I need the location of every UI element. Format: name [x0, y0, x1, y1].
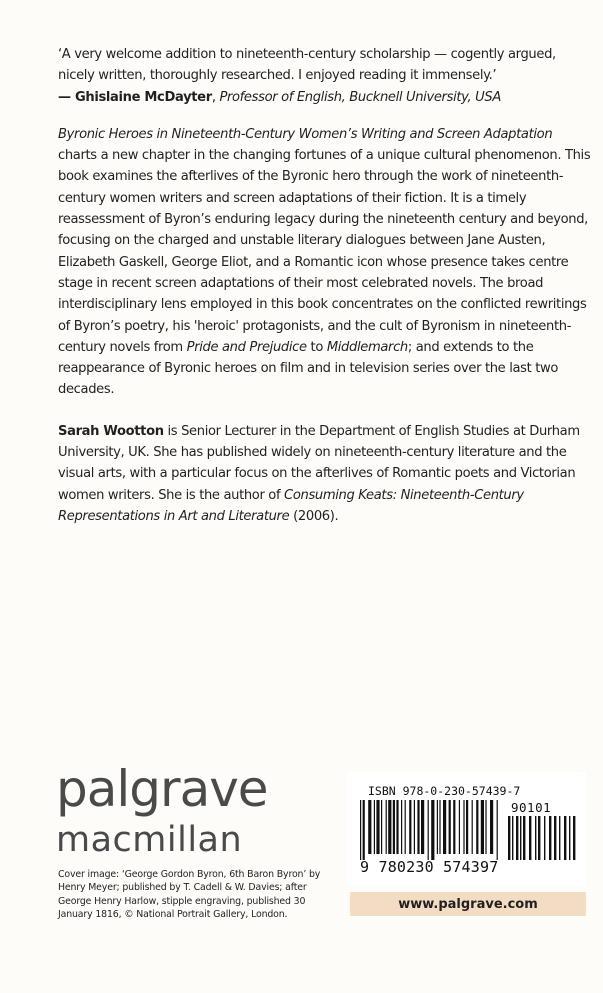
- barcode-bar: [393, 800, 395, 854]
- barcode-bar: [386, 800, 387, 854]
- barcode-bar: [421, 800, 424, 854]
- barcode-bar: [508, 816, 510, 860]
- description-text-2: to: [306, 339, 327, 355]
- description-text-1: charts a new chapter in the changing fortunes of a unique cultural phenomenon. This book examines the afterlives of the Byronic hero through the work of nineteenth-century women writers and screen adaptations of their fiction. It is a timely reassessment of Byron’s enduring legacy during the nineteenth century and beyond, focusing on the charged and unstable literary dialogues between Jane Austen, Elizabeth Gaskell, George Eliot, and a Romantic icon whose presence takes centre stage in recent screen adaptations of their most celebrated novels. The broad interdisciplinary lens employed in this book concentrates on the conflicted rewritings of Byron’s poetry, his 'heroic' protagonists, and the cult of Byronism in nineteenth-century novels from: [58, 148, 591, 355]
- barcode-bar: [443, 800, 446, 854]
- ean-digits: 9 780230 574397: [360, 858, 499, 876]
- barcode-bar: [485, 800, 486, 854]
- novel-title-1: Pride and Prejudice: [186, 339, 307, 355]
- barcode-bar: [564, 816, 566, 860]
- novel-title-2: Middlemarch: [326, 339, 408, 355]
- isbn-label: ISBN 978-0-230-57439-7: [368, 784, 521, 798]
- author-bio-text-1: is Senior Lecturer in the Department of English Studies at Durham University, UK. She has published widely on nineteenth-century literature and the visual arts, with a particular focus on the afterlives of Romantic poets and Victorian women writers. She is the author of: [58, 423, 580, 503]
- website-url: www.palgrave.com: [398, 896, 538, 912]
- barcode-bar: [405, 800, 406, 854]
- author-book-title: Consuming Keats: Nineteenth-Century Representations in Art and Literature: [58, 487, 524, 524]
- endorser-name: Ghislaine McDayter: [74, 89, 212, 105]
- barcode-bar: [476, 800, 478, 854]
- description-text-3: ; and extends to the reappearance of Byronic heroes on film and in television series over the last two decades.: [58, 339, 559, 398]
- barcode-addon-digits: 90101: [511, 800, 552, 815]
- barcode-bar: [472, 800, 473, 854]
- barcode-bar: [381, 800, 382, 854]
- barcode-bar: [388, 800, 391, 854]
- barcode-bar: [490, 800, 493, 854]
- barcode-bar: [363, 800, 365, 860]
- barcode-bar: [374, 800, 375, 854]
- barcode-bar: [549, 816, 551, 860]
- barcode-bar: [376, 800, 379, 854]
- barcode-bar: [569, 816, 570, 860]
- barcode-bar: [466, 800, 468, 854]
- cover-image-credit: Cover image: ‘George Gordon Byron, 6th Baron Byron’ by Henry Meyer; published by T. Cadell & W. Davies; after George Henry Harlow, stipple engraving, published 30 January 1816, © National Portrait Gallery, London.: [58, 869, 321, 921]
- barcode-bar: [409, 800, 411, 854]
- barcode-bar: [554, 816, 556, 860]
- publisher-logo-line2: macmillan: [56, 820, 243, 860]
- barcode-bar: [431, 800, 434, 860]
- book-title: Byronic Heroes in Nineteenth-Century Women’s Writing and Screen Adaptation: [58, 126, 553, 142]
- barcode-bar: [520, 816, 521, 860]
- barcode-bar: [417, 800, 419, 854]
- barcode-bar: [535, 816, 536, 860]
- barcode-bar: [459, 800, 460, 854]
- endorsement-dash: —: [58, 89, 75, 105]
- barcode-bar: [449, 800, 451, 854]
- barcode-bar: [523, 816, 525, 860]
- barcode-bar: [529, 816, 531, 860]
- publisher-logo: [56, 762, 268, 860]
- barcode-bar: [512, 816, 513, 860]
- barcode-bar: [414, 800, 415, 854]
- barcode-bar: [439, 800, 440, 854]
- endorsement-quote: ‘A very welcome addition to nineteenth-century scholarship — cogently argued, nicely written, thoroughly researched. I enjoyed reading it immensely.’: [58, 47, 556, 84]
- barcode-bars: [358, 800, 580, 860]
- barcode-bar: [453, 800, 455, 854]
- endorser-affiliation: Professor of English, Bucknell University, USA: [219, 89, 501, 105]
- book-description: [58, 124, 594, 401]
- barcode-bar: [401, 800, 402, 854]
- barcode-bar: [559, 816, 560, 860]
- barcode-bar: [538, 816, 540, 860]
- back-cover-text: [58, 44, 594, 527]
- barcode-bar: [481, 800, 484, 854]
- barcode-bar: [437, 800, 438, 854]
- barcode-bar: [516, 816, 518, 860]
- barcode-bar: [396, 800, 398, 854]
- barcode-bar: [544, 816, 545, 860]
- barcode-bar: [368, 800, 371, 854]
- publisher-logo-line1: palgrave: [56, 760, 268, 818]
- barcode-bar: [573, 816, 575, 860]
- barcode-bar: [497, 800, 498, 860]
- barcode-bar: [428, 800, 429, 860]
- barcode-bar: [360, 800, 361, 860]
- website-bar: [350, 892, 586, 916]
- endorsement: ‘A very welcome addition to nineteenth-century scholarship — cogently argued, nicely written, thoroughly researched. I enjoyed reading it immensely.’ — Ghislaine McDayter, Professor of English, Bucknell University, USA: [58, 47, 556, 105]
- author-name: Sarah Wootton: [58, 423, 164, 439]
- author-bio: [58, 421, 594, 527]
- author-bio-text-2: (2006).: [289, 508, 339, 524]
- barcode-bar: [463, 800, 464, 854]
